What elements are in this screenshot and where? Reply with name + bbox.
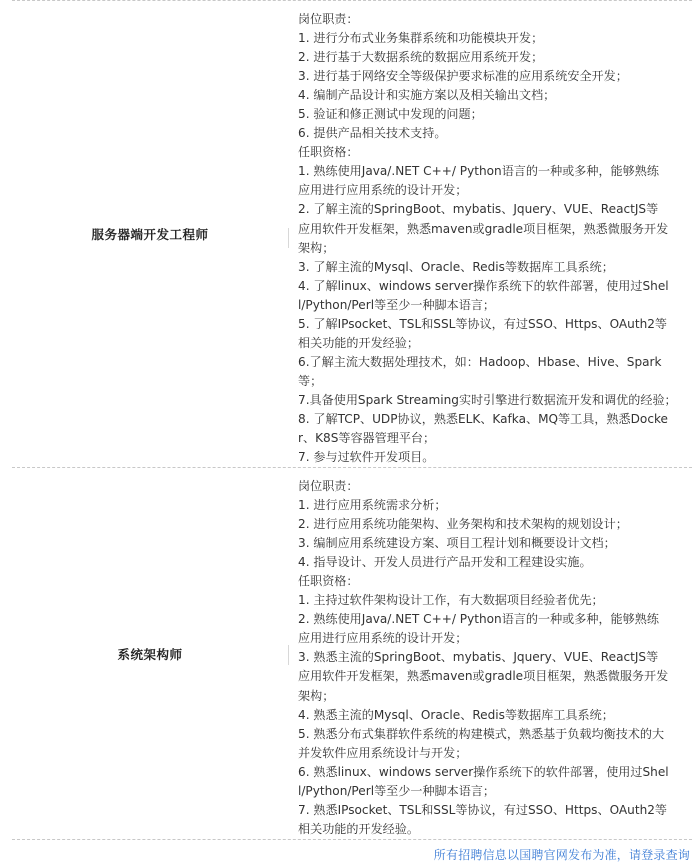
description-line: 应用软件开发框架，熟悉maven或gradle项目框架，熟悉微服务开发 [298,669,669,684]
job-description [288,1,692,467]
job-table [12,0,692,840]
description-line: 相关功能的开发经验。 [298,821,419,836]
job-row-backend-engineer [12,0,692,468]
description-line: 5. 了解IPsocket、TSL和SSL等协议，有过SSO、Https、OAuth2等 [298,316,668,331]
job-row-system-architect [12,468,692,840]
description-line: 等； [298,373,323,388]
description-line: 4. 指导设计、开发人员进行产品开发和工程建设实施。 [298,555,592,570]
description-line: 2. 了解主流的SpringBoot、mybatis、Jquery、VUE、ReactJS等 [298,202,659,217]
description-line: 1. 主持过软件架构设计工作，有大数据项目经验者优先； [298,593,604,608]
description-line: l/Python/Perl等至少一种脚本语言； [298,297,496,312]
description-line: 3. 熟悉主流的SpringBoot、mybatis、Jquery、VUE、ReactJS等 [298,650,659,665]
job-description [288,468,692,839]
description-line: 5. 熟悉分布式集群软件系统的构建模式，熟悉基于负载均衡技术的大 [298,726,665,741]
description-line: 1. 熟练使用Java/.NET C++/ Python语言的一种或多种，能够熟练 [298,164,659,179]
description-line: 2. 进行应用系统功能架构、业务架构和技术架构的规划设计； [298,517,628,532]
description-line: 架构； [298,240,335,255]
description-line: 4. 熟悉主流的Mysql、Oracle、Redis等数据库工具系统； [298,707,614,722]
description-line: 7.具备使用Spark Streaming实时引擎进行数据流开发和调优的经验； [298,392,677,407]
description-line: 6. 提供产品相关技术支持。 [298,126,447,141]
description-line: 任职资格： [298,574,359,589]
description-line: 岗位职责： [298,12,359,26]
description-line: 4. 编制产品设计和实施方案以及相关输出文档； [298,88,556,103]
description-line: 3. 了解主流的Mysql、Oracle、Redis等数据库工具系统； [298,259,614,274]
description-line: 3. 编制应用系统建设方案、项目工程计划和概要设计文档； [298,536,616,551]
description-line: 应用软件开发框架，熟悉maven或gradle项目框架，熟悉微服务开发 [298,221,669,236]
description-line: l/Python/Perl等至少一种脚本语言； [298,783,496,798]
description-line: 并发软件应用系统设计与开发； [298,745,468,760]
description-line: 1. 进行分布式业务集群系统和功能模块开发； [298,31,544,46]
description-line: 7. 熟悉IPsocket、TSL和SSL等协议，有过SSO、Https、OAuth2等 [298,802,668,817]
description-line: 岗位职责： [298,479,359,493]
description-line: 任职资格： [298,145,359,160]
description-line: 6. 熟悉linux、windows server操作系统下的软件部署，使用过Shel [298,764,669,779]
description-line: 相关功能的开发经验； [298,335,419,350]
description-line: 2. 熟练使用Java/.NET C++/ Python语言的一种或多种，能够熟练 [298,612,659,627]
description-line: 3. 进行基于网络安全等级保护要求标准的应用系统安全开发； [298,69,628,84]
description-line: 2. 进行基于大数据系统的数据应用系统开发； [298,50,544,65]
description-line: 8. 了解TCP、UDP协议，熟悉ELK、Kafka、MQ等工具，熟悉Docke [298,411,668,426]
description-line: 架构； [298,688,335,703]
description-line: 6.了解主流大数据处理技术，如：Hadoop、Hbase、Hive、Spark [298,354,662,369]
description-line: 应用进行应用系统的设计开发； [298,631,468,646]
job-title: 系统架构师 [117,646,183,662]
description-line: 5. 验证和修正测试中发现的问题； [298,107,483,122]
description-line: 7. 参与过软件开发项目。 [298,450,435,465]
description-line: 4. 了解linux、windows server操作系统下的软件部署，使用过Shel [298,278,669,293]
cell-divider [288,645,289,665]
description-line: 1. 进行应用系统需求分析； [298,498,447,513]
description-line: r、K8S等容器管理平台； [298,431,436,446]
description-line: 应用进行应用系统的设计开发； [298,183,468,198]
recruitment-notice-link[interactable]: 所有招聘信息以国聘官网发布为准，请登录查询 [433,848,690,862]
cell-divider [288,228,289,248]
job-title: 服务器端开发工程师 [91,227,209,242]
